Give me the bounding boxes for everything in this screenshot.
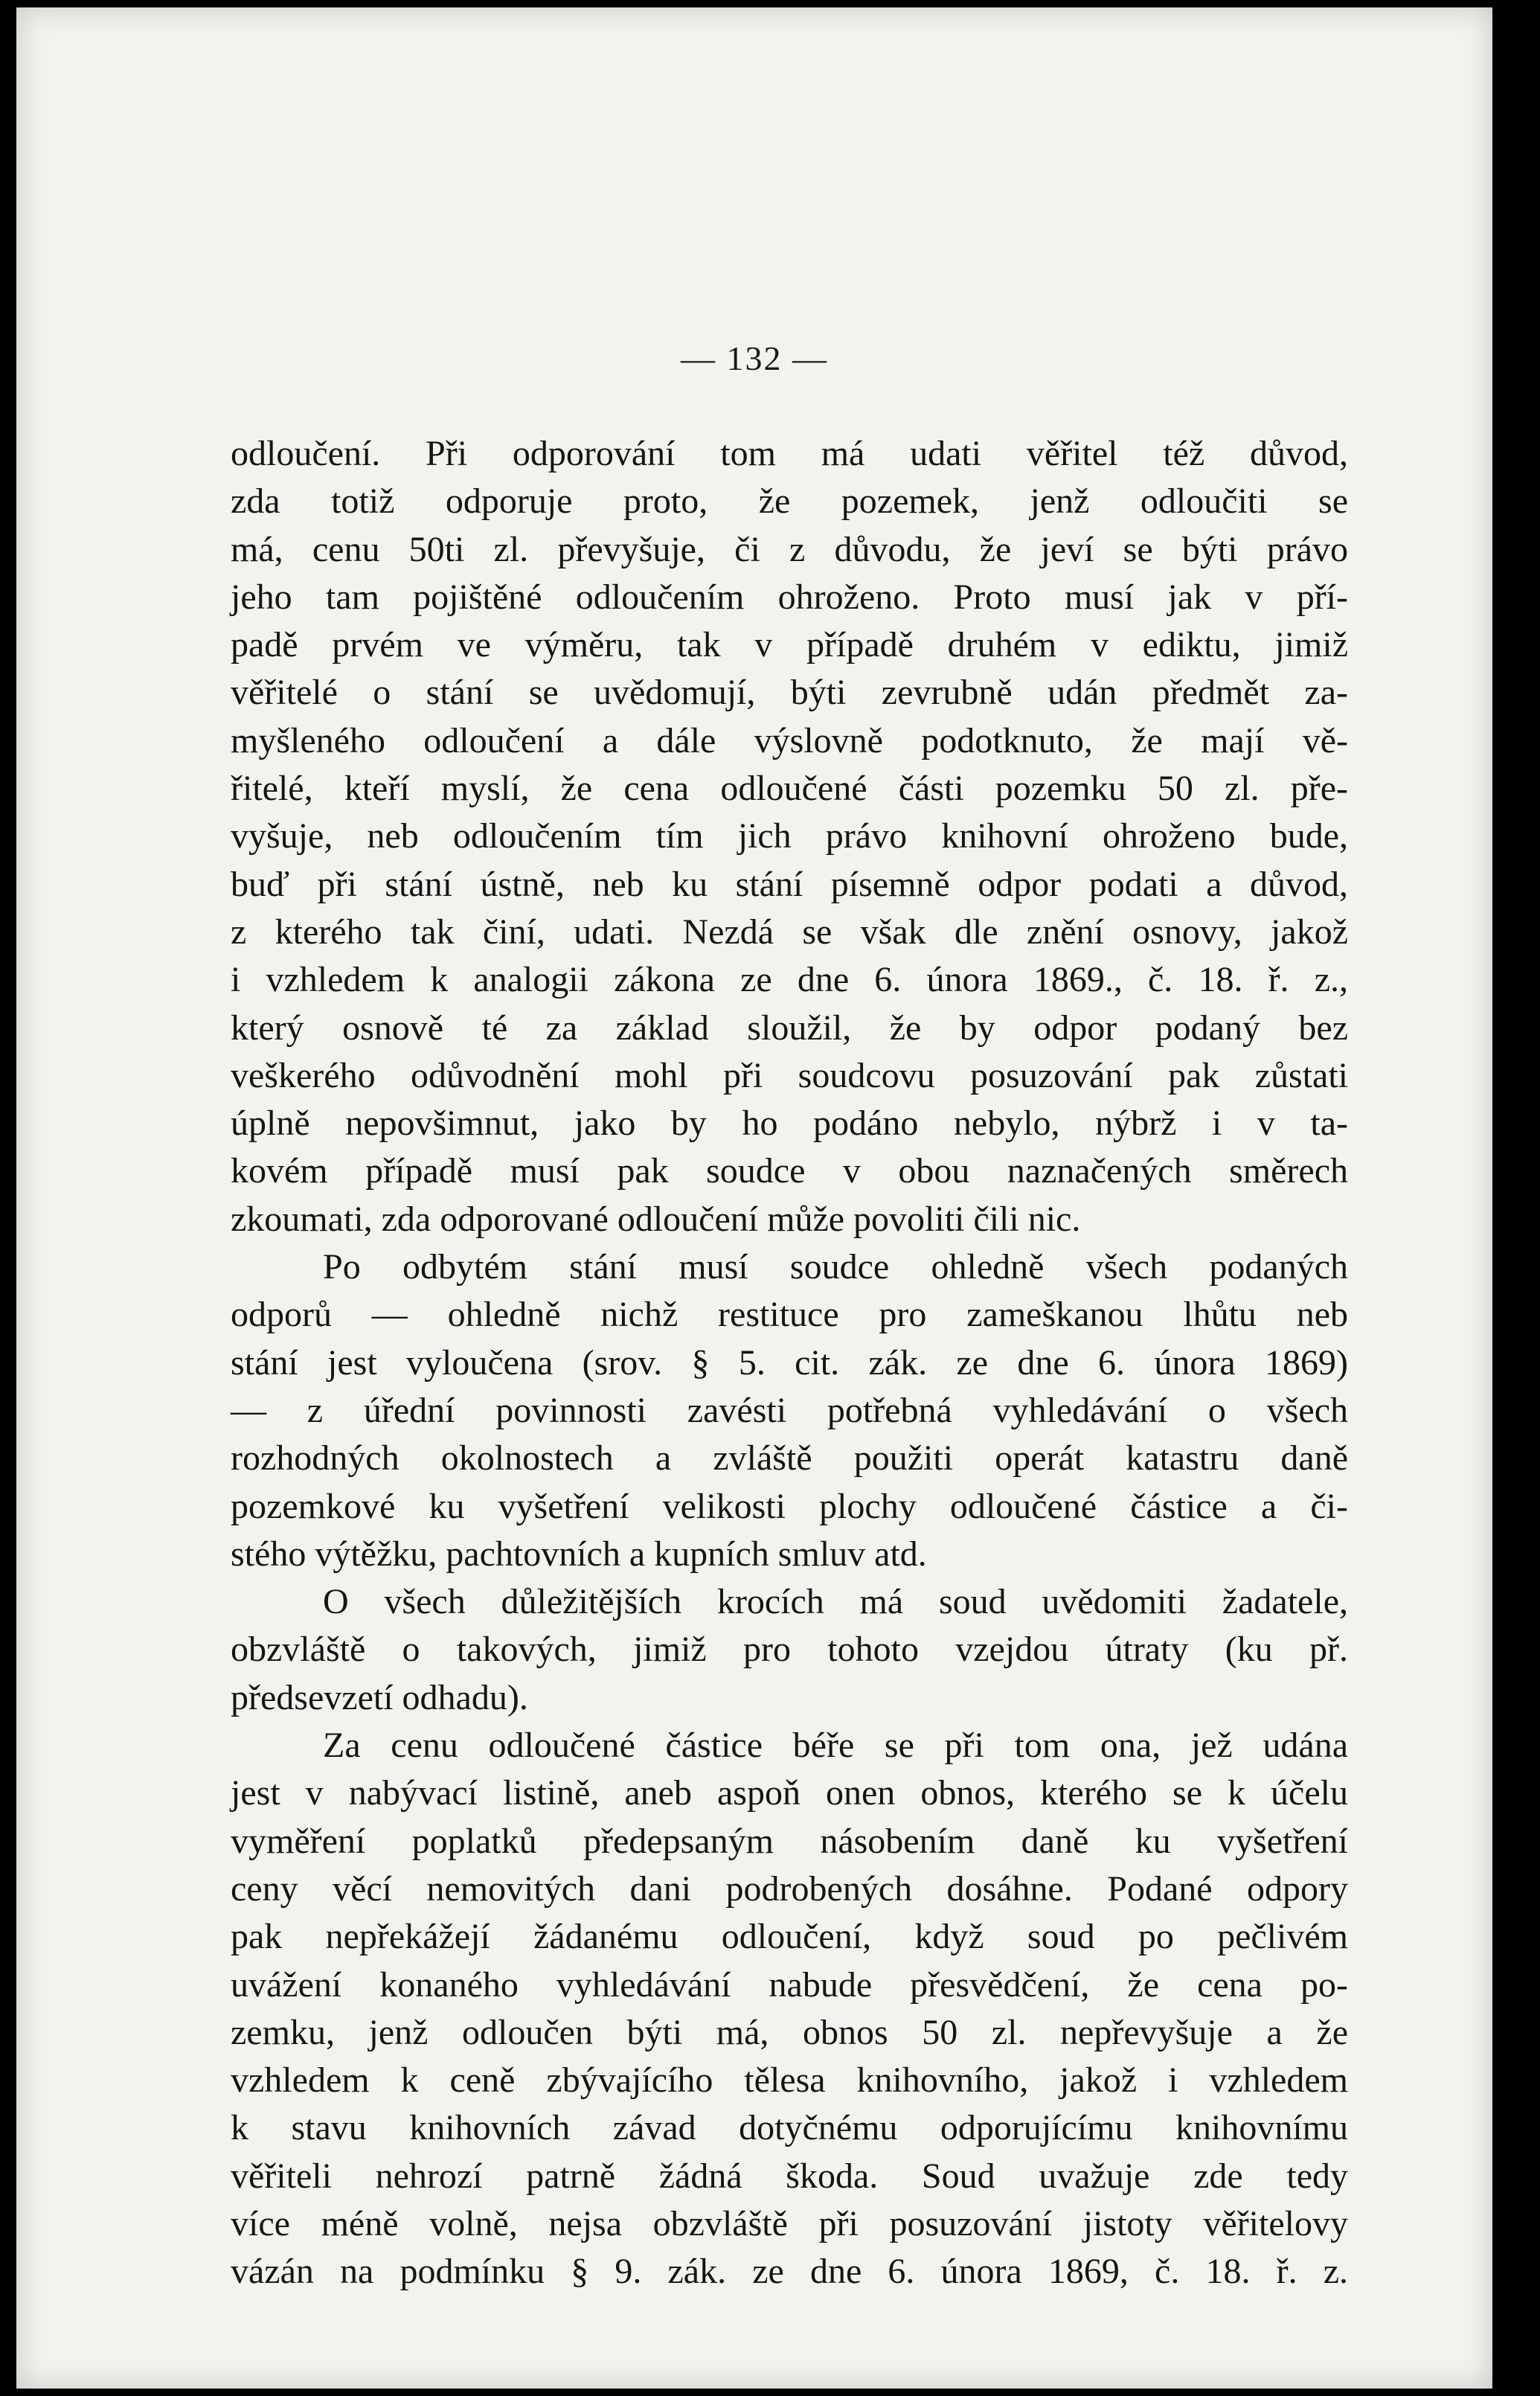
text-line: z kterého tak činí, udati. Nezdá se však dle znění osnovy, jakož [231, 912, 1348, 952]
text-line: rozhodných okolnostech a zvláště použiti operát katastru daně [231, 1438, 1348, 1479]
text-line: vzhledem k ceně zbývajícího tělesa knihovního, jakož i vzhledem [231, 2060, 1348, 2101]
text-line: více méně volně, nejsa obzvláště při posuzování jistoty věřitelovy [231, 2203, 1348, 2243]
text-line: jest v nabývací listině, aneb aspoň onen obnos, kterého se k účelu [231, 1773, 1348, 1813]
text-line: zda totiž odporuje proto, že pozemek, jenž odloučiti se [231, 481, 1348, 522]
body-text [231, 430, 1348, 2296]
text-line: řitelé, kteří myslí, že cena odloučené části pozemku 50 zl. pře- [231, 769, 1348, 809]
text-line: i vzhledem k analogii zákona ze dne 6. února 1869., č. 18. ř. z., [231, 960, 1348, 1000]
paragraph-end-line: stého výtěžku, pachtovních a kupních smluv atd. [231, 1534, 927, 1574]
text-line: buď při stání ústně, neb ku stání písemně odpor podati a důvod, [231, 864, 1348, 904]
text-line: stání jest vyloučena (srov. § 5. cit. zák. ze dne 6. února 1869) [231, 1342, 1348, 1383]
paragraph-end-line: zkoumati, zda odporované odloučení může povoliti čili nic. [231, 1199, 1081, 1239]
text-line: kovém případě musí pak soudce v obou naznačených směrech [231, 1151, 1348, 1191]
scanned-page [16, 7, 1492, 2389]
text-line: jeho tam pojištěné odloučením ohroženo. Proto musí jak v pří- [231, 577, 1348, 617]
page-number: — 132 — [681, 339, 828, 377]
text-line: úplně nepovšimnut, jako by ho podáno nebylo, nýbrž i v ta- [231, 1103, 1348, 1144]
text-line: odloučení. Při odporování tom má udati věřitel též důvod, [231, 434, 1348, 473]
text-line: ceny věcí nemovitých dani podrobených dosáhne. Podané odpory [231, 1868, 1348, 1909]
paragraph-start-line: Po odbytém stání musí soudce ohledně všech podaných [323, 1247, 1348, 1287]
text-line: věřitelé o stání se uvědomují, býti zevrubně udán předmět za- [231, 673, 1348, 713]
text-line: vyměření poplatků předepsaným násobením daně ku vyšetření [231, 1821, 1348, 1861]
paragraph-start-line: Za cenu odloučené částice béře se při tom ona, jež udána [323, 1726, 1348, 1766]
text-line: myšleného odloučení a dále výslovně podotknuto, že mají vě- [231, 720, 1348, 760]
text-line: k stavu knihovních závad dotyčnému odporujícímu knihovnímu [231, 2108, 1348, 2148]
text-line: zemku, jenž odloučen býti má, obnos 50 zl. nepřevyšuje a že [231, 2012, 1348, 2052]
text-line: který osnově té za základ sloužil, že by odpor podaný bez [231, 1008, 1348, 1048]
text-line: pak nepřekážejí žádanému odloučení, když soud po pečlivém [231, 1917, 1348, 1957]
text-line: padě prvém ve výměru, tak v případě druhém v ediktu, jimiž [231, 625, 1348, 665]
text-line: odporů — ohledně nichž restituce pro zameškanou lhůtu neb [231, 1295, 1348, 1335]
text-line: věřiteli nehrozí patrně žádná škoda. Soud uvažuje zde tedy [231, 2156, 1348, 2196]
text-line: pozemkové ku vyšetření velikosti plochy odloučené částice a či- [231, 1486, 1348, 1526]
text-line: uvážení konaného vyhledávání nabude přesvědčení, že cena po- [231, 1964, 1348, 2005]
text-line: obzvláště o takových, jimiž pro tohoto vzejdou útraty (ku př. [231, 1630, 1348, 1670]
text-line: veškerého odůvodnění mohl při soudcovu posuzování pak zůstati [231, 1055, 1348, 1095]
text-line: — z úřední povinnosti zavésti potřebná vyhledávání o všech [231, 1390, 1348, 1430]
paragraph-start-line: O všech důležitějších krocích má soud uvědomiti žadatele, [323, 1582, 1348, 1622]
paragraph-end-line: předsevzetí odhadu). [231, 1677, 528, 1717]
text-line: má, cenu 50ti zl. převyšuje, či z důvodu, že jeví se býti právo [231, 529, 1348, 569]
text-line: vázán na podmínku § 9. zák. ze dne 6. února 1869, č. 18. ř. z. [231, 2252, 1348, 2292]
text-line: vyšuje, neb odloučením tím jich právo knihovní ohroženo bude, [231, 816, 1348, 856]
